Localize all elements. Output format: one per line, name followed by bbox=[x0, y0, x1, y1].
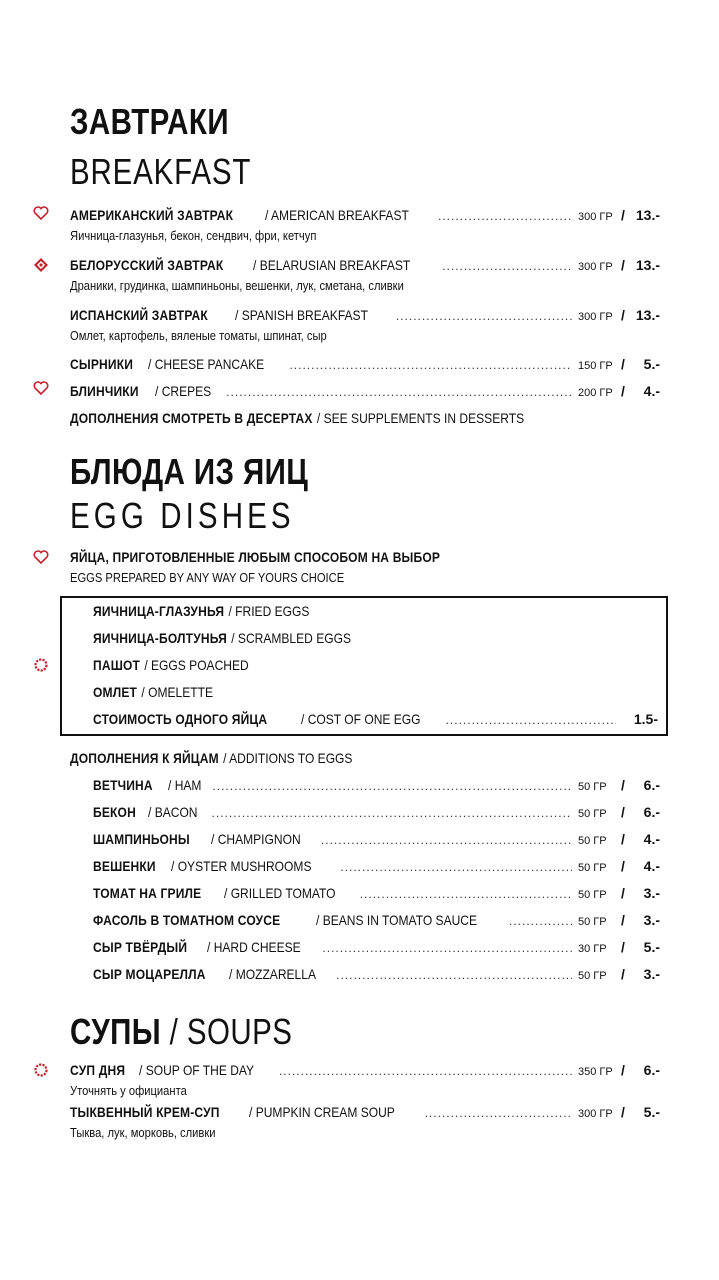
addition-name: ШАМПИНЬОНЫ bbox=[93, 831, 190, 847]
item-price: 13.- bbox=[635, 257, 660, 273]
egg-option bbox=[93, 684, 653, 704]
egg-option bbox=[93, 630, 653, 650]
addition-price: 4.- bbox=[643, 858, 660, 874]
soups-title bbox=[70, 1012, 292, 1052]
breakfast-item: СЫРНИКИ / CHEESE PANCAKE ..... 150 ГР / 5.- bbox=[70, 356, 660, 376]
egg-option-eng: / EGGS POACHED bbox=[144, 657, 249, 673]
breakfast-title-ru: ЗАВТРАКИ bbox=[70, 101, 229, 142]
item-price: 13.- bbox=[635, 207, 660, 223]
breakfast-item: АМЕРИКАНСКИЙ ЗАВТРАК / AMERICAN BREAKFAST ..... 300 ГР / 13.- Яичница-глазунья, бекон, сендвич, фри, кетчуп bbox=[70, 207, 660, 245]
addition-name: ВЕТЧИНА bbox=[93, 777, 153, 793]
soup-weight: 350 ГР bbox=[578, 1066, 613, 1078]
soup-desc: Тыква, лук, морковь, сливки bbox=[70, 1125, 216, 1140]
addition-name: СЫР ТВЁРДЫЙ bbox=[93, 939, 188, 955]
addition-item: ШАМПИНЬОНЫ / CHAMPIGNON ..... 50 ГР / 4.- bbox=[93, 831, 660, 851]
addition-item: ВЕШЕНКИ / OYSTER MUSHROOMS ..... 50 ГР / 4.- bbox=[93, 858, 660, 878]
addition-item: ВЕТЧИНА / HAM ..... 50 ГР / 6.- bbox=[93, 777, 660, 797]
addition-price: 5.- bbox=[643, 939, 660, 955]
any-way-name: ЯЙЦА, ПРИГОТОВЛЕННЫЕ ЛЮБЫМ СПОСОБОМ НА ВЫБОР bbox=[70, 549, 441, 565]
addition-weight: 50 ГР bbox=[578, 862, 607, 874]
egg-option-name: ОМЛЕТ bbox=[93, 684, 138, 700]
addition-weight: 50 ГР bbox=[578, 808, 607, 820]
eggs-title-en: EGG DISHES bbox=[70, 495, 295, 536]
heart-icon bbox=[33, 549, 49, 565]
addition-weight: 50 ГР bbox=[578, 970, 607, 982]
breakfast-title-en: BREAKFAST bbox=[70, 151, 252, 192]
item-eng: / CREPES bbox=[154, 383, 212, 399]
item-name: БЕЛОРУССКИЙ ЗАВТРАК bbox=[70, 257, 224, 273]
additions-title bbox=[70, 750, 670, 770]
addition-weight: 50 ГР bbox=[578, 781, 607, 793]
addition-eng: / MOZZARELLA bbox=[228, 966, 316, 982]
wreath-icon bbox=[33, 657, 49, 673]
soup-eng: / PUMPKIN CREAM SOUP bbox=[248, 1104, 395, 1120]
addition-item: БЕКОН / BACON ..... 50 ГР / 6.- bbox=[93, 804, 660, 824]
addition-item: ТОМАТ НА ГРИЛЕ / GRILLED TOMATO ..... 50 ГР / 3.- bbox=[93, 885, 660, 905]
soup-weight: 300 ГР bbox=[578, 1108, 613, 1120]
addition-price: 3.- bbox=[643, 912, 660, 928]
egg-option-eng: / FRIED EGGS bbox=[228, 603, 310, 619]
item-desc: Драники, грудинка, шампиньоны, вешенки, лук, сметана, сливки bbox=[70, 278, 404, 293]
any-way-eng: EGGS PREPARED BY ANY WAY OF YOURS CHOICE bbox=[70, 570, 345, 585]
soup-item: СУП ДНЯ / SOUP OF THE DAY ..... 350 ГР / 6.- Уточнять у официанта bbox=[70, 1062, 660, 1100]
item-price: 4.- bbox=[643, 383, 660, 399]
addition-weight: 50 ГР bbox=[578, 889, 607, 901]
addition-item: СЫР ТВЁРДЫЙ / HARD CHEESE ..... 30 ГР / 5.- bbox=[93, 939, 660, 959]
item-name: СЫРНИКИ bbox=[70, 356, 134, 372]
item-name: АМЕРИКАНСКИЙ ЗАВТРАК bbox=[70, 207, 234, 223]
eggs-any-way bbox=[70, 549, 670, 587]
egg-cost bbox=[93, 711, 658, 731]
addition-weight: 50 ГР bbox=[578, 916, 607, 928]
breakfast-item: ИСПАНСКИЙ ЗАВТРАК / SPANISH BREAKFAST ..... 300 ГР / 13.- Омлет, картофель, вяленые томаты, шпинат, сыр bbox=[70, 307, 660, 345]
additions-title-name: ДОПОЛНЕНИЯ К ЯЙЦАМ bbox=[70, 750, 219, 766]
additions-title-eng: / ADDITIONS TO EGGS bbox=[223, 750, 353, 766]
soup-price: 6.- bbox=[643, 1062, 660, 1078]
addition-item: ФАСОЛЬ В ТОМАТНОМ СОУСЕ / BEANS IN TOMATO SAUCE ..... 50 ГР / 3.- bbox=[93, 912, 660, 932]
heart-icon bbox=[33, 380, 49, 396]
addition-price: 3.- bbox=[643, 885, 660, 901]
item-eng: / SPANISH BREAKFAST bbox=[235, 307, 369, 323]
item-eng: / CHEESE PANCAKE bbox=[148, 356, 265, 372]
heart-icon bbox=[33, 205, 49, 221]
soup-eng: / SOUP OF THE DAY bbox=[139, 1062, 255, 1078]
item-name: ИСПАНСКИЙ ЗАВТРАК bbox=[70, 307, 208, 323]
egg-option-name: ЯИЧНИЦА-ГЛАЗУНЬЯ bbox=[93, 603, 225, 619]
addition-price: 6.- bbox=[643, 804, 660, 820]
addition-eng: / HAM bbox=[167, 777, 201, 793]
item-eng: / BELARUSIAN BREAKFAST bbox=[253, 257, 411, 273]
egg-cost-eng: / COST OF ONE EGG bbox=[300, 711, 421, 727]
item-weight: 150 ГР bbox=[578, 360, 613, 372]
breakfast-item: БЕЛОРУССКИЙ ЗАВТРАК / BELARUSIAN BREAKFAST ..... 300 ГР / 13.- Драники, грудинка, шампиньоны, вешенки, лук, сметана, сливки bbox=[70, 257, 660, 295]
item-weight: 200 ГР bbox=[578, 387, 613, 399]
ornament-icon bbox=[33, 257, 49, 273]
egg-option-name: ПАШОТ bbox=[93, 657, 141, 673]
item-weight: 300 ГР bbox=[578, 311, 613, 323]
addition-eng: / BEANS IN TOMATO SAUCE bbox=[315, 912, 477, 928]
supplements-name: ДОПОЛНЕНИЯ СМОТРЕТЬ В ДЕСЕРТАХ bbox=[70, 410, 313, 426]
supplements-eng: / SEE SUPPLEMENTS IN DESSERTS bbox=[316, 410, 525, 426]
addition-price: 4.- bbox=[643, 831, 660, 847]
addition-item: СЫР МОЦАРЕЛЛА / MOZZARELLA ..... 50 ГР / 3.- bbox=[93, 966, 660, 986]
item-price: 5.- bbox=[643, 356, 660, 372]
addition-eng: / CHAMPIGNON bbox=[210, 831, 301, 847]
addition-weight: 50 ГР bbox=[578, 835, 607, 847]
addition-eng: / OYSTER MUSHROOMS bbox=[170, 858, 312, 874]
addition-price: 3.- bbox=[643, 966, 660, 982]
egg-option-name: ЯИЧНИЦА-БОЛТУНЬЯ bbox=[93, 630, 227, 646]
item-eng: / AMERICAN BREAKFAST bbox=[264, 207, 409, 223]
egg-option bbox=[93, 603, 653, 623]
soup-desc: Уточнять у официанта bbox=[70, 1083, 187, 1098]
item-name: БЛИНЧИКИ bbox=[70, 383, 139, 399]
soup-price: 5.- bbox=[643, 1104, 660, 1120]
soup-name: ТЫКВЕННЫЙ КРЕМ-СУП bbox=[70, 1104, 220, 1120]
addition-weight: 30 ГР bbox=[578, 943, 607, 955]
soup-item: ТЫКВЕННЫЙ КРЕМ-СУП / PUMPKIN CREAM SOUP ..... 300 ГР / 5.- Тыква, лук, морковь, сливки bbox=[70, 1104, 660, 1142]
item-desc: Яичница-глазунья, бекон, сендвич, фри, кетчуп bbox=[70, 228, 317, 243]
addition-eng: / HARD CHEESE bbox=[207, 939, 302, 955]
item-desc: Омлет, картофель, вяленые томаты, шпинат, сыр bbox=[70, 328, 327, 343]
addition-price: 6.- bbox=[643, 777, 660, 793]
item-weight: 300 ГР bbox=[578, 211, 613, 223]
breakfast-item: БЛИНЧИКИ / CREPES ..... 200 ГР / 4.- bbox=[70, 383, 660, 403]
addition-name: ТОМАТ НА ГРИЛЕ bbox=[93, 885, 202, 901]
egg-option-eng: / OMELETTE bbox=[141, 684, 213, 700]
item-weight: 300 ГР bbox=[578, 261, 613, 273]
soups-title-ru: СУПЫ bbox=[70, 1011, 162, 1052]
addition-eng: / GRILLED TOMATO bbox=[224, 885, 336, 901]
addition-name: БЕКОН bbox=[93, 804, 136, 820]
wreath-icon bbox=[33, 1062, 49, 1078]
breakfast-supplements bbox=[70, 410, 670, 430]
soups-title-en: / SOUPS bbox=[169, 1011, 293, 1052]
egg-cost-price: 1.5- bbox=[633, 711, 658, 727]
eggs-title-ru: БЛЮДА ИЗ ЯИЦ bbox=[70, 451, 309, 492]
egg-option-eng: / SCRAMBLED EGGS bbox=[231, 630, 351, 646]
egg-option bbox=[93, 657, 653, 677]
addition-name: СЫР МОЦАРЕЛЛА bbox=[93, 966, 206, 982]
item-price: 13.- bbox=[635, 307, 660, 323]
soup-name: СУП ДНЯ bbox=[70, 1062, 126, 1078]
addition-name: ВЕШЕНКИ bbox=[93, 858, 156, 874]
addition-eng: / BACON bbox=[147, 804, 198, 820]
addition-name: ФАСОЛЬ В ТОМАТНОМ СОУСЕ bbox=[93, 912, 281, 928]
egg-cost-name: СТОИМОСТЬ ОДНОГО ЯЙЦА bbox=[93, 711, 268, 727]
